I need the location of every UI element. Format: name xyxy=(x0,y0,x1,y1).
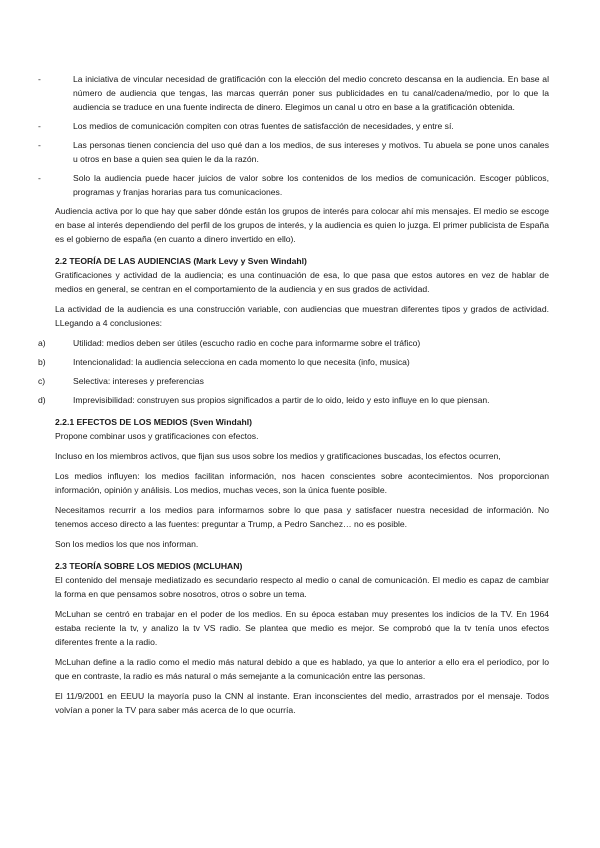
paragraph: Los medios influyen: los medios facilitan información, nos hacen conscientes sobre acontecimientos. Nos proporcionan información, opinión y análisis. Los medios, muchas veces, son la única fuente posible. xyxy=(55,471,549,495)
paragraph: Incluso en los miembros activos, que fijan sus usos sobre los medios y gratificaciones buscadas, los efectos ocurren, xyxy=(55,451,501,461)
bullet-text: Solo la audiencia puede hacer juicios de valor sobre los contenidos de los medios de comunicación. Escoger públicos, programas y franjas horarias para tus comunicaciones. xyxy=(73,173,549,197)
bullet-item xyxy=(38,72,549,114)
bullet-marker: - xyxy=(38,121,41,131)
paragraph: Gratificaciones y actividad de la audiencia; es una continuación de esa, lo que pasa que estos autores en vez de hablar de medios en general, se centran en el comportamiento de la audiencia y en sus grados de actividad. xyxy=(55,270,549,294)
bullet-text: La iniciativa de vincular necesidad de gratificación con la elección del medio concreto descansa en la audiencia. En base al número de audiencia que tengas, las marcas querrán poner sus publicidades en tu canal/cadena/medio, por lo que la audiencia se traduce en una fuente indirecta de dinero. Elegimos un canal u otro en base a la gratificación obtenida. xyxy=(73,74,549,112)
list-marker: d) xyxy=(38,395,46,405)
list-item xyxy=(38,355,549,369)
list-item xyxy=(38,374,549,388)
bullet-marker: - xyxy=(38,74,41,84)
bullet-marker: - xyxy=(38,173,41,183)
list-marker: a) xyxy=(38,338,46,348)
list-item-text: Utilidad: medios deben ser útiles (escucho radio en coche para informarme sobre el tráfico) xyxy=(73,338,421,348)
heading-teoria-medios: 2.3 TEORÍA SOBRE LOS MEDIOS (MCLUHAN) xyxy=(55,561,243,571)
paragraph: El 11/9/2001 en EEUU la mayoría puso la CNN al instante. Eran inconscientes del medio, arrastrados por el mensaje. Todos volvían a poner la TV para saber más acerca de lo que ocurría. xyxy=(55,691,549,715)
list-marker: b) xyxy=(38,357,46,367)
list-item xyxy=(38,393,549,407)
paragraph: Son los medios los que nos informan. xyxy=(55,539,199,549)
bullet-marker: - xyxy=(38,140,41,150)
paragraph-audiencia-activa: Audiencia activa por lo que hay que saber dónde están los grupos de interés para colocar ahí mis mensajes. El medio se escoge en base al interés dependiendo del perfil de los grupos de interés, y la audiencia es quien lo juzga. El primer publicista de España es el gobierno de españa (en cuanto a dinero invertido en ello). xyxy=(55,206,549,244)
heading-teoria-audiencias: 2.2 TEORÍA DE LAS AUDIENCIAS (Mark Levy y Sven Windahl) xyxy=(55,256,307,266)
paragraph: Propone combinar usos y gratificaciones con efectos. xyxy=(55,431,259,441)
list-item-text: Intencionalidad: la audiencia selecciona en cada momento lo que necesita (info, musica) xyxy=(73,357,410,367)
list-item-text: Selectiva: intereses y preferencias xyxy=(73,376,204,386)
bullet-text: Las personas tienen conciencia del uso qué dan a los medios, de sus intereses y motivos. Tu abuela se pone unos canales u otros en base a quien sea quien le da la razón. xyxy=(73,140,549,164)
list-item xyxy=(38,336,549,350)
bullet-text: Los medios de comunicación compiten con otras fuentes de satisfacción de necesidades, y entre sí. xyxy=(73,121,454,131)
paragraph: McLuhan define a la radio como el medio más natural debido a que es hablado, ya que lo anterior a ello era el periodico, por lo que en contraste, la radio es más natural o más semejante a la comunicación entre las personas. xyxy=(55,657,549,681)
paragraph: El contenido del mensaje mediatizado es secundario respecto al medio o canal de comunicación. El medio es capaz de cambiar la forma en que pensamos sobre nosotros, otros o sobre un tema. xyxy=(55,575,549,599)
paragraph: La actividad de la audiencia es una construcción variable, con audiencias que muestran diferentes tipos y grados de actividad. LLegando a 4 conclusiones: xyxy=(55,304,549,328)
conclusions-list xyxy=(38,336,549,407)
heading-efectos-medios: 2.2.1 EFECTOS DE LOS MEDIOS (Sven Windahl) xyxy=(55,417,252,427)
list-marker: c) xyxy=(38,376,46,386)
bullet-item xyxy=(38,119,549,133)
paragraph: Necesitamos recurrir a los medios para informarnos sobre lo que pasa y satisfacer nuestra necesidad de información. No tenemos acceso directo a las fuentes: preguntar a Trump, a Pedro Sanchez… no es posible. xyxy=(55,505,549,529)
paragraph: McLuhan se centró en trabajar en el poder de los medios. En su época estaban muy presentes los indicios de la TV. En 1964 estaba reciente la tv, y analizo la tv VS radio. Se plantea que medio es mejor. Se comprobó que la tv tenía unos efectos diferentes frente a la radio. xyxy=(55,609,549,647)
bullet-list xyxy=(38,72,549,199)
bullet-item xyxy=(38,138,549,166)
bullet-item xyxy=(38,171,549,199)
page-content xyxy=(38,72,549,723)
list-item-text: Imprevisibilidad: construyen sus propios significados a partir de lo oido, leido y esto influye en lo que piensan. xyxy=(73,395,490,405)
